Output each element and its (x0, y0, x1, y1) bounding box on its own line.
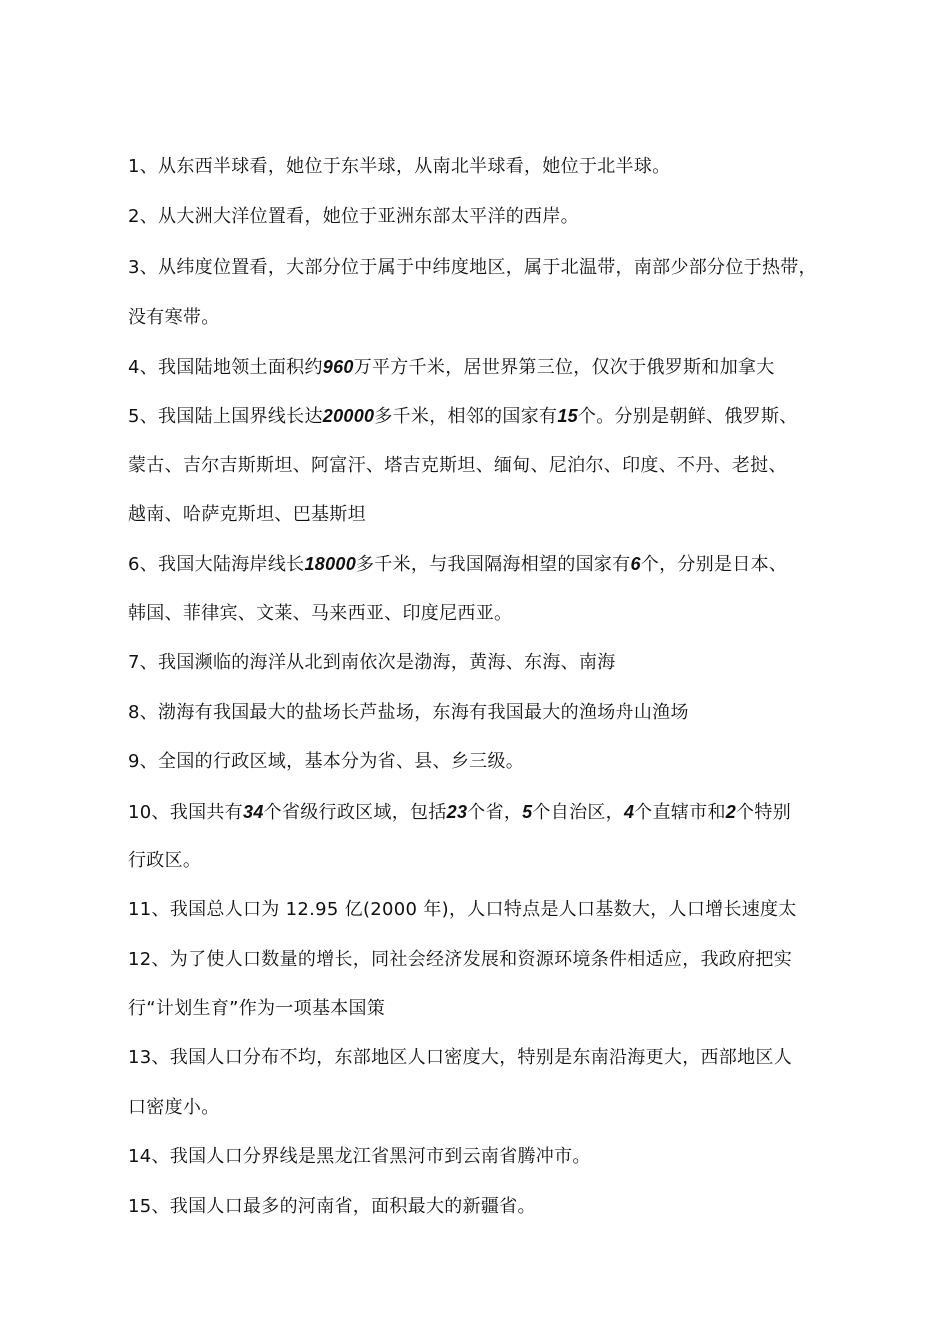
item-4 (128, 355, 775, 380)
item-6-text-e: 个，分别是日本、 (640, 554, 788, 575)
item-10-sar-count: 2 (725, 802, 737, 822)
item-12-continuation (128, 997, 385, 1021)
item-10-province-level-count: 34 (243, 802, 264, 822)
item-6-continuation-text: 韩国、菲律宾、文莱、马来西亚、印度尼西亚。 (128, 603, 513, 624)
item-12-continuation-text: 行“计划生育”作为一项基本国策 (128, 998, 386, 1019)
item-10-continuation-text: 行政区。 (128, 850, 202, 871)
item-5-text-a: 5、我国陆上国界线长达 (128, 406, 323, 427)
item-5-text-c: 多千米，相邻的国家有 (374, 406, 558, 427)
item-9-text: 9、全国的行政区域，基本分为省、县、乡三级。 (128, 751, 525, 772)
item-5-neighbor-count-number: 15 (557, 406, 578, 426)
item-10-text-i: 个直辖市和 (634, 802, 726, 823)
item-8 (128, 701, 689, 725)
item-6 (128, 552, 787, 577)
item-10-text-e: 个省， (467, 802, 523, 823)
item-11-text: 11、我国总人口为 12.95 亿(2000 年)，人口特点是人口基数大，人口增长速度太 (128, 899, 797, 920)
item-4-text-a: 4、我国陆地领土面积约 (128, 357, 323, 378)
item-5-continuation-1 (128, 454, 787, 478)
item-3-text: 3、从纬度位置看，大部分位于属于中纬度地区，属于北温带，南部少部分位于热带， (128, 257, 817, 278)
item-15-text: 15、我国人口最多的河南省，面积最大的新疆省。 (128, 1196, 536, 1217)
item-5-continuation-1-text: 蒙古、吉尔吉斯斯坦、阿富汗、塔吉克斯坦、缅甸、尼泊尔、印度、不丹、老挝、 (128, 455, 787, 476)
item-7-text: 7、我国濒临的海洋从北到南依次是渤海，黄海、东海、南海 (128, 652, 616, 673)
item-5-continuation-2-text: 越南、哈萨克斯坦、巴基斯坦 (128, 504, 366, 525)
item-6-country-count-number: 6 (630, 554, 641, 574)
item-13-continuation (128, 1096, 220, 1120)
item-13 (128, 1046, 792, 1070)
item-6-text-c: 多千米，与我国隔海相望的国家有 (356, 554, 631, 575)
item-6-coastline-number: 18000 (304, 554, 357, 574)
item-4-area-number: 960 (322, 357, 354, 377)
item-10-text-k: 个特别 (736, 802, 792, 823)
item-2-text: 2、从大洲大洋位置看，她位于亚洲东部太平洋的西岸。 (128, 206, 579, 227)
item-3-continuation-text: 没有寒带。 (128, 307, 220, 328)
item-12 (128, 948, 792, 972)
item-10-text-c: 个省级行政区域，包括 (263, 802, 447, 823)
item-14 (128, 1145, 591, 1169)
item-5 (128, 404, 798, 429)
item-1 (128, 155, 670, 179)
item-5-border-length-number: 20000 (322, 406, 375, 426)
item-9 (128, 750, 524, 774)
item-5-text-e: 个。分别是朝鲜、俄罗斯、 (577, 406, 798, 427)
item-6-continuation (128, 602, 512, 626)
item-1-text: 1、从东西半球看，她位于东半球，从南北半球看，她位于北半球。 (128, 156, 671, 177)
item-10-continuation (128, 849, 201, 873)
item-7 (128, 651, 616, 675)
item-3 (128, 256, 817, 280)
item-5-continuation-2 (128, 503, 366, 527)
item-14-text: 14、我国人口分界线是黑龙江省黑河市到云南省腾冲市。 (128, 1146, 591, 1167)
item-12-text: 12、为了使人口数量的增长，同社会经济发展和资源环境条件相适应，我政府把实 (128, 949, 793, 970)
item-15 (128, 1195, 536, 1219)
item-10 (128, 800, 791, 825)
item-10-autonomous-region-count: 5 (522, 802, 533, 822)
item-4-text-c: 万平方千米，居世界第三位，仅次于俄罗斯和加拿大 (353, 357, 775, 378)
item-8-text: 8、渤海有我国最大的盐场长芦盐场，东海有我国最大的渔场舟山渔场 (128, 702, 689, 723)
item-13-text: 13、我国人口分布不均，东部地区人口密度大，特别是东南沿海更大，西部地区人 (128, 1047, 793, 1068)
item-10-province-count: 23 (446, 802, 468, 822)
item-10-text-a: 10、我国共有 (128, 802, 244, 823)
item-3-continuation (128, 306, 220, 330)
item-11 (128, 898, 797, 922)
item-6-text-a: 6、我国大陆海岸线长 (128, 554, 305, 575)
item-13-continuation-text: 口密度小。 (128, 1097, 220, 1118)
item-10-municipality-count: 4 (623, 802, 635, 822)
item-2 (128, 205, 579, 229)
item-10-text-g: 个自治区， (532, 802, 624, 823)
